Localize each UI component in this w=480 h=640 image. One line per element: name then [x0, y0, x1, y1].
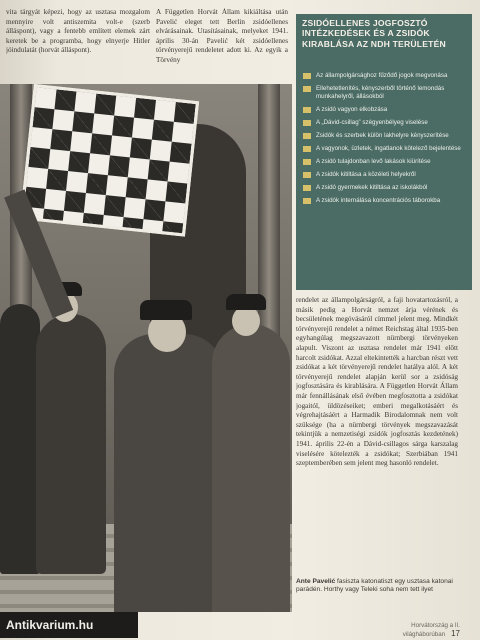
bullet-icon: [303, 159, 311, 165]
bullet-icon: [303, 185, 311, 191]
bullet-icon: [303, 146, 311, 152]
bullet-icon: [303, 133, 311, 139]
list-item: [302, 184, 466, 192]
list-item: [302, 197, 466, 205]
list-item-text: A vagyonok, üzletek, ingatlanok kötelező bejelentése: [316, 144, 461, 152]
list-item-text: Az állampolgársághoz fűződő jogok megvonása: [316, 72, 448, 79]
list-item-text: A zsidók internálása koncentrációs táborokba: [316, 196, 441, 204]
list-item-text: A zsidó vagyon elkobzása: [316, 105, 388, 113]
text-column-2: A Független Horvát Állam kikiáltása után Pavelić eleget tett Berlin zsidóellenes elvárásainak. Utasításainak, melyeket 1941. április 30-án Pavelić két zsidóellenes törvényerejű rendeletet adott ki. Az egyik a Törvény: [156, 8, 288, 64]
list-item-text: A „Dávid-csillag” szégyenbélyeg viselése: [316, 118, 428, 126]
soldier-figure: [0, 304, 40, 574]
list-item-text: A zsidó tulajdonban levő lakások kiürítése: [316, 157, 431, 165]
watermark-logo: Antikvarium.hu: [0, 612, 138, 638]
bullet-icon: [303, 86, 311, 92]
page-number: 17: [451, 629, 460, 638]
officer-head: [232, 306, 260, 336]
list-item: [302, 106, 466, 114]
officer-figure-right: [212, 324, 290, 612]
caption-name: Ante Pavelić: [296, 578, 336, 585]
list-item: [302, 85, 466, 101]
text-column-1: vita tárgyát képezi, hogy az usztasa mozgalom mennyire volt antiszemita volt-e (szerb álláspont), vagy a fentebb említett elemek zárt keretek be a programba, hogy elnyerje Hitler jóindulatát (horvát álláspont).: [6, 8, 150, 55]
sidebar-title: ZSIDÓELLENES JOGFOSZTÓ INTÉZKEDÉSEK ÉS A ZSIDÓK KIRABLÁSA AZ NDH TERÜLETÉN: [302, 18, 446, 49]
sidebar-list: [302, 72, 466, 210]
list-item: [302, 119, 466, 127]
list-item-text: Ellehetetlenítés, kényszerből történő lemondás munkahelyről, állásokból: [316, 84, 445, 100]
bullet-icon: [303, 107, 311, 113]
soldier-figure: [36, 314, 106, 574]
list-item: [302, 132, 466, 140]
text-column-3: rendelet az állampolgárságról, a faji hovatartozásról, a másik pedig a Horvát nemzet árja vérének és becsületének megóvásáról címmel jelent meg. Mindkét törvényerejű rendelet a német Reichstag által 1935-ben egyhangúlag megszavazott nürnbergi törvényeken alapult. Viszont az usztasa rendelet már 1941 előtt harcolt zsidókat. Azzal eltekintették a harcban részt vett zsidókat a két törvényerejű rendelet hatálya alól. A két törvényerejű rendelet alapján kerül sor a zsidóság jogfosztására és kirablására. A Független Horvát Állam már fennállásának első évében megfosztotta a zsidókat jogaitól, üldözéseiket; emberi megalkotásáért és végrehajtásáért a Harmadik Birodalomnak nem volt szüksége (ha a nürnbergi törvények megszavazását tekintjük a nemzetiségi zsidók jogfosztás kezdetének) 1941. április 22-én a Dávid-csillagos sárga karszalag viselésére kötelezték a zsidókat; Szerbiában 1941 szeptemberében sem jelent meg hasonló rendelet.: [296, 296, 458, 468]
footer-label: Horvátország a II. világháborúban: [402, 622, 460, 638]
list-item: [302, 145, 466, 153]
list-item-text: A zsidó gyermekek kitiltása az iskolákból: [316, 183, 428, 191]
list-item: [302, 158, 466, 166]
caption-text: fasiszta katonatiszt egy usztasa katonai parádén. Horthy vagy Teleki soha nem tett ilyet: [296, 578, 453, 594]
list-item-text: Zsidók és szerbek külön lakhelyre kényszerítése: [316, 131, 449, 139]
sidebar-box: [296, 14, 472, 290]
historical-photo: [0, 84, 292, 612]
page-footer: [360, 622, 460, 638]
officer-cap: [140, 300, 192, 320]
checkered-flag-image: [20, 84, 199, 237]
list-item: [302, 72, 466, 80]
bullet-icon: [303, 120, 311, 126]
bullet-icon: [303, 73, 311, 79]
bullet-icon: [303, 198, 311, 204]
officer-figure-main: [114, 334, 224, 612]
list-item-text: A zsidók kitiltása a közéleti helyekről: [316, 170, 416, 178]
list-item: [302, 171, 466, 179]
bullet-icon: [303, 172, 311, 178]
officer-cap: [226, 294, 266, 310]
photo-caption: [296, 578, 466, 595]
